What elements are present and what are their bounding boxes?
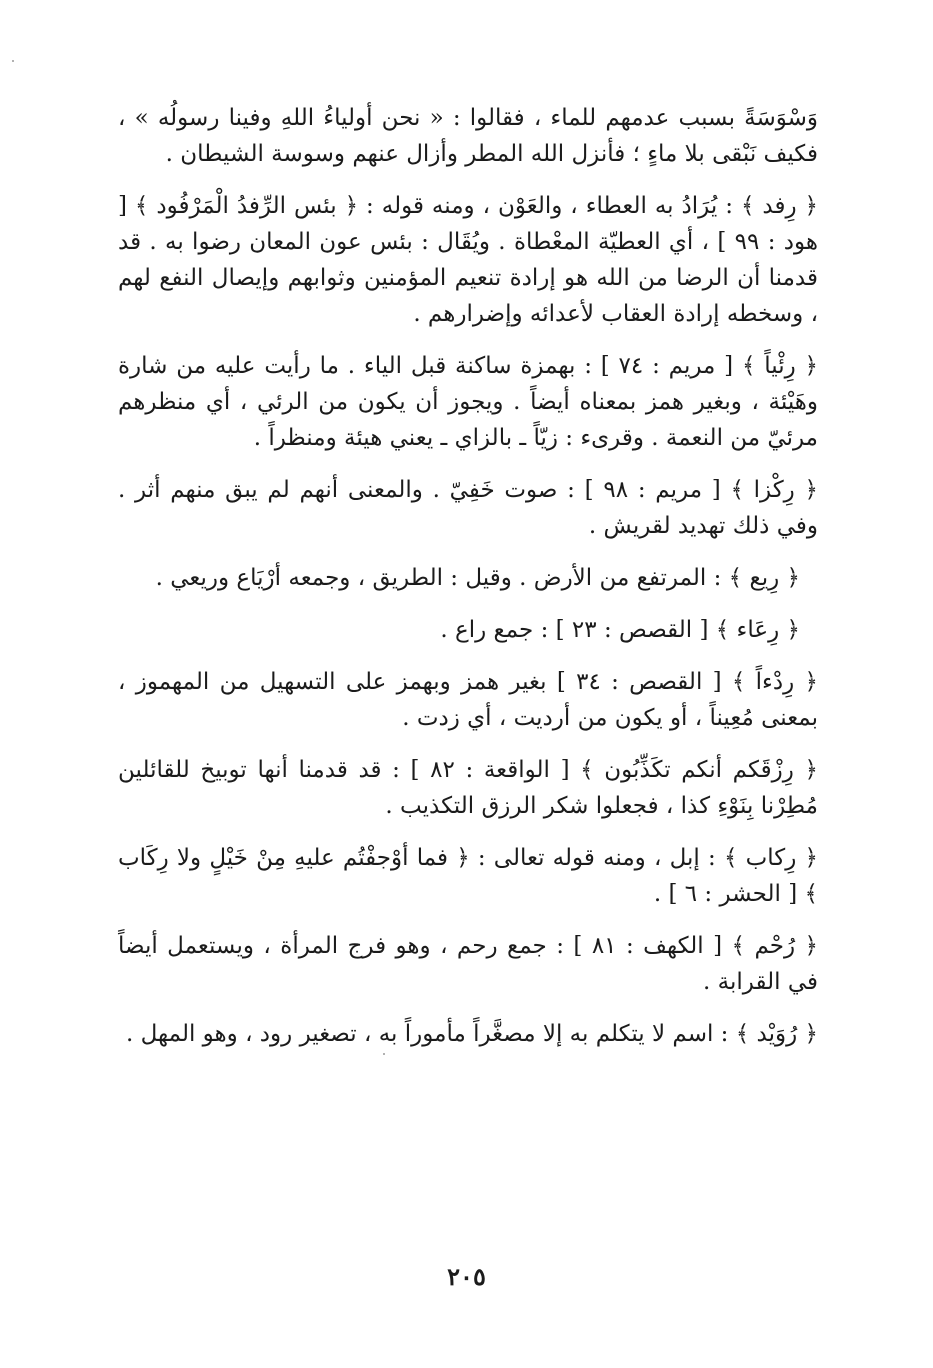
entry-rikab: ﴿ رِكاب ﴾ : إبل ، ومنه قوله تعالى : ﴿ فما أوْجفْتُم عليهِ مِنْ خَيْلٍ ولا رِكَاب ﴾ [ الحشر : ٦ ] .	[118, 845, 818, 907]
scan-speck	[12, 60, 14, 62]
entry-ruhm: ﴿ رُحْم ﴾ [ الكهف : ٨١ ] : جمع رحم ، وهو فرج المرأة ، ويستعمل أيضاً في القرابة .	[118, 933, 818, 995]
scan-speck	[383, 1053, 385, 1055]
entry-ruwayd: ﴿ رُوَيْد ﴾ : اسم لا يتكلم به إلا مصغَّراً مأموراً به ، تصغير رود ، وهو المهل .	[126, 1021, 818, 1047]
entry-riaa: ﴿ رِعَاء ﴾ [ القصص : ٢٣ ] : جمع راع .	[440, 617, 800, 643]
entry-rifd: ﴿ رِفد ﴾ : يُرَادُ به العطاء ، والعَوْن ، ومنه قوله : ﴿ بئس الرِّفدُ الْمَرْفُود ﴾ [ هود : ٩٩ ] ، أي العطيّة المعْطاة . ويُقَال : بئس عون المعان رضوا به . قد قدمنا أن الرضا من الله هو إرادة تنعيم المؤمنين وثوابهم وإيصال النفع لهم ، وسخطه إرادة العقاب لأعدائه وإضرارهم .	[118, 193, 819, 327]
page-body	[118, 100, 818, 1068]
entry-rii: ﴿ رِيع ﴾ : المرتفع من الأرض . وقيل : الطريق ، وجمعه أرْيَاع وريعي .	[155, 565, 800, 591]
paragraph-intro: وَسْوَسَةً بسبب عدمهم للماء ، فقالوا : « نحن أولياءُ اللهِ وفينا رسولُه » ، فكيف نَبْقى بلا ماءٍ ؛ فأنزل الله المطر وأزال عنهم وسوسة الشيطان .	[118, 105, 818, 167]
entry-rikz: ﴿ رِكْزا ﴾ [ مريم : ٩٨ ] : صوت خَفِيّ . والمعنى أنهم لم يبق منهم أثر . وفي ذلك تهديد لقريش .	[118, 477, 818, 539]
entry-rida: ﴿ رِدْءاً ﴾ [ القصص : ٣٤ ] بغير همز وبهمز على التسهيل من المهموز ، بمعنى مُعِيناً ، أو يكون من أرديت ، أي زدت .	[118, 669, 818, 731]
entry-riiyan: ﴿ رِئْياً ﴾ [ مريم : ٧٤ ] : بهمزة ساكنة قبل الياء . ما رأيت عليه من شارة وهَيْئة ، وبغير همز بمعناه أيضاً . ويجوز أن يكون من الرئي ، أي منظرهم مرئيّ من النعمة . وقرىء : زيّاً ـ بالزاي ـ يعني هيئة ومنظراً .	[118, 353, 818, 451]
page-number: ٢٠٥	[447, 1262, 486, 1291]
entry-rizq: ﴿ رِزْقَكم أنكم تكَذِّبُون ﴾ [ الواقعة : ٨٢ ] : قد قدمنا أنها توبيخ للقائلين مُطِرْنا بِنَوْءِ كذا ، فجعلوا شكر الرزق التكذيب .	[118, 757, 818, 819]
